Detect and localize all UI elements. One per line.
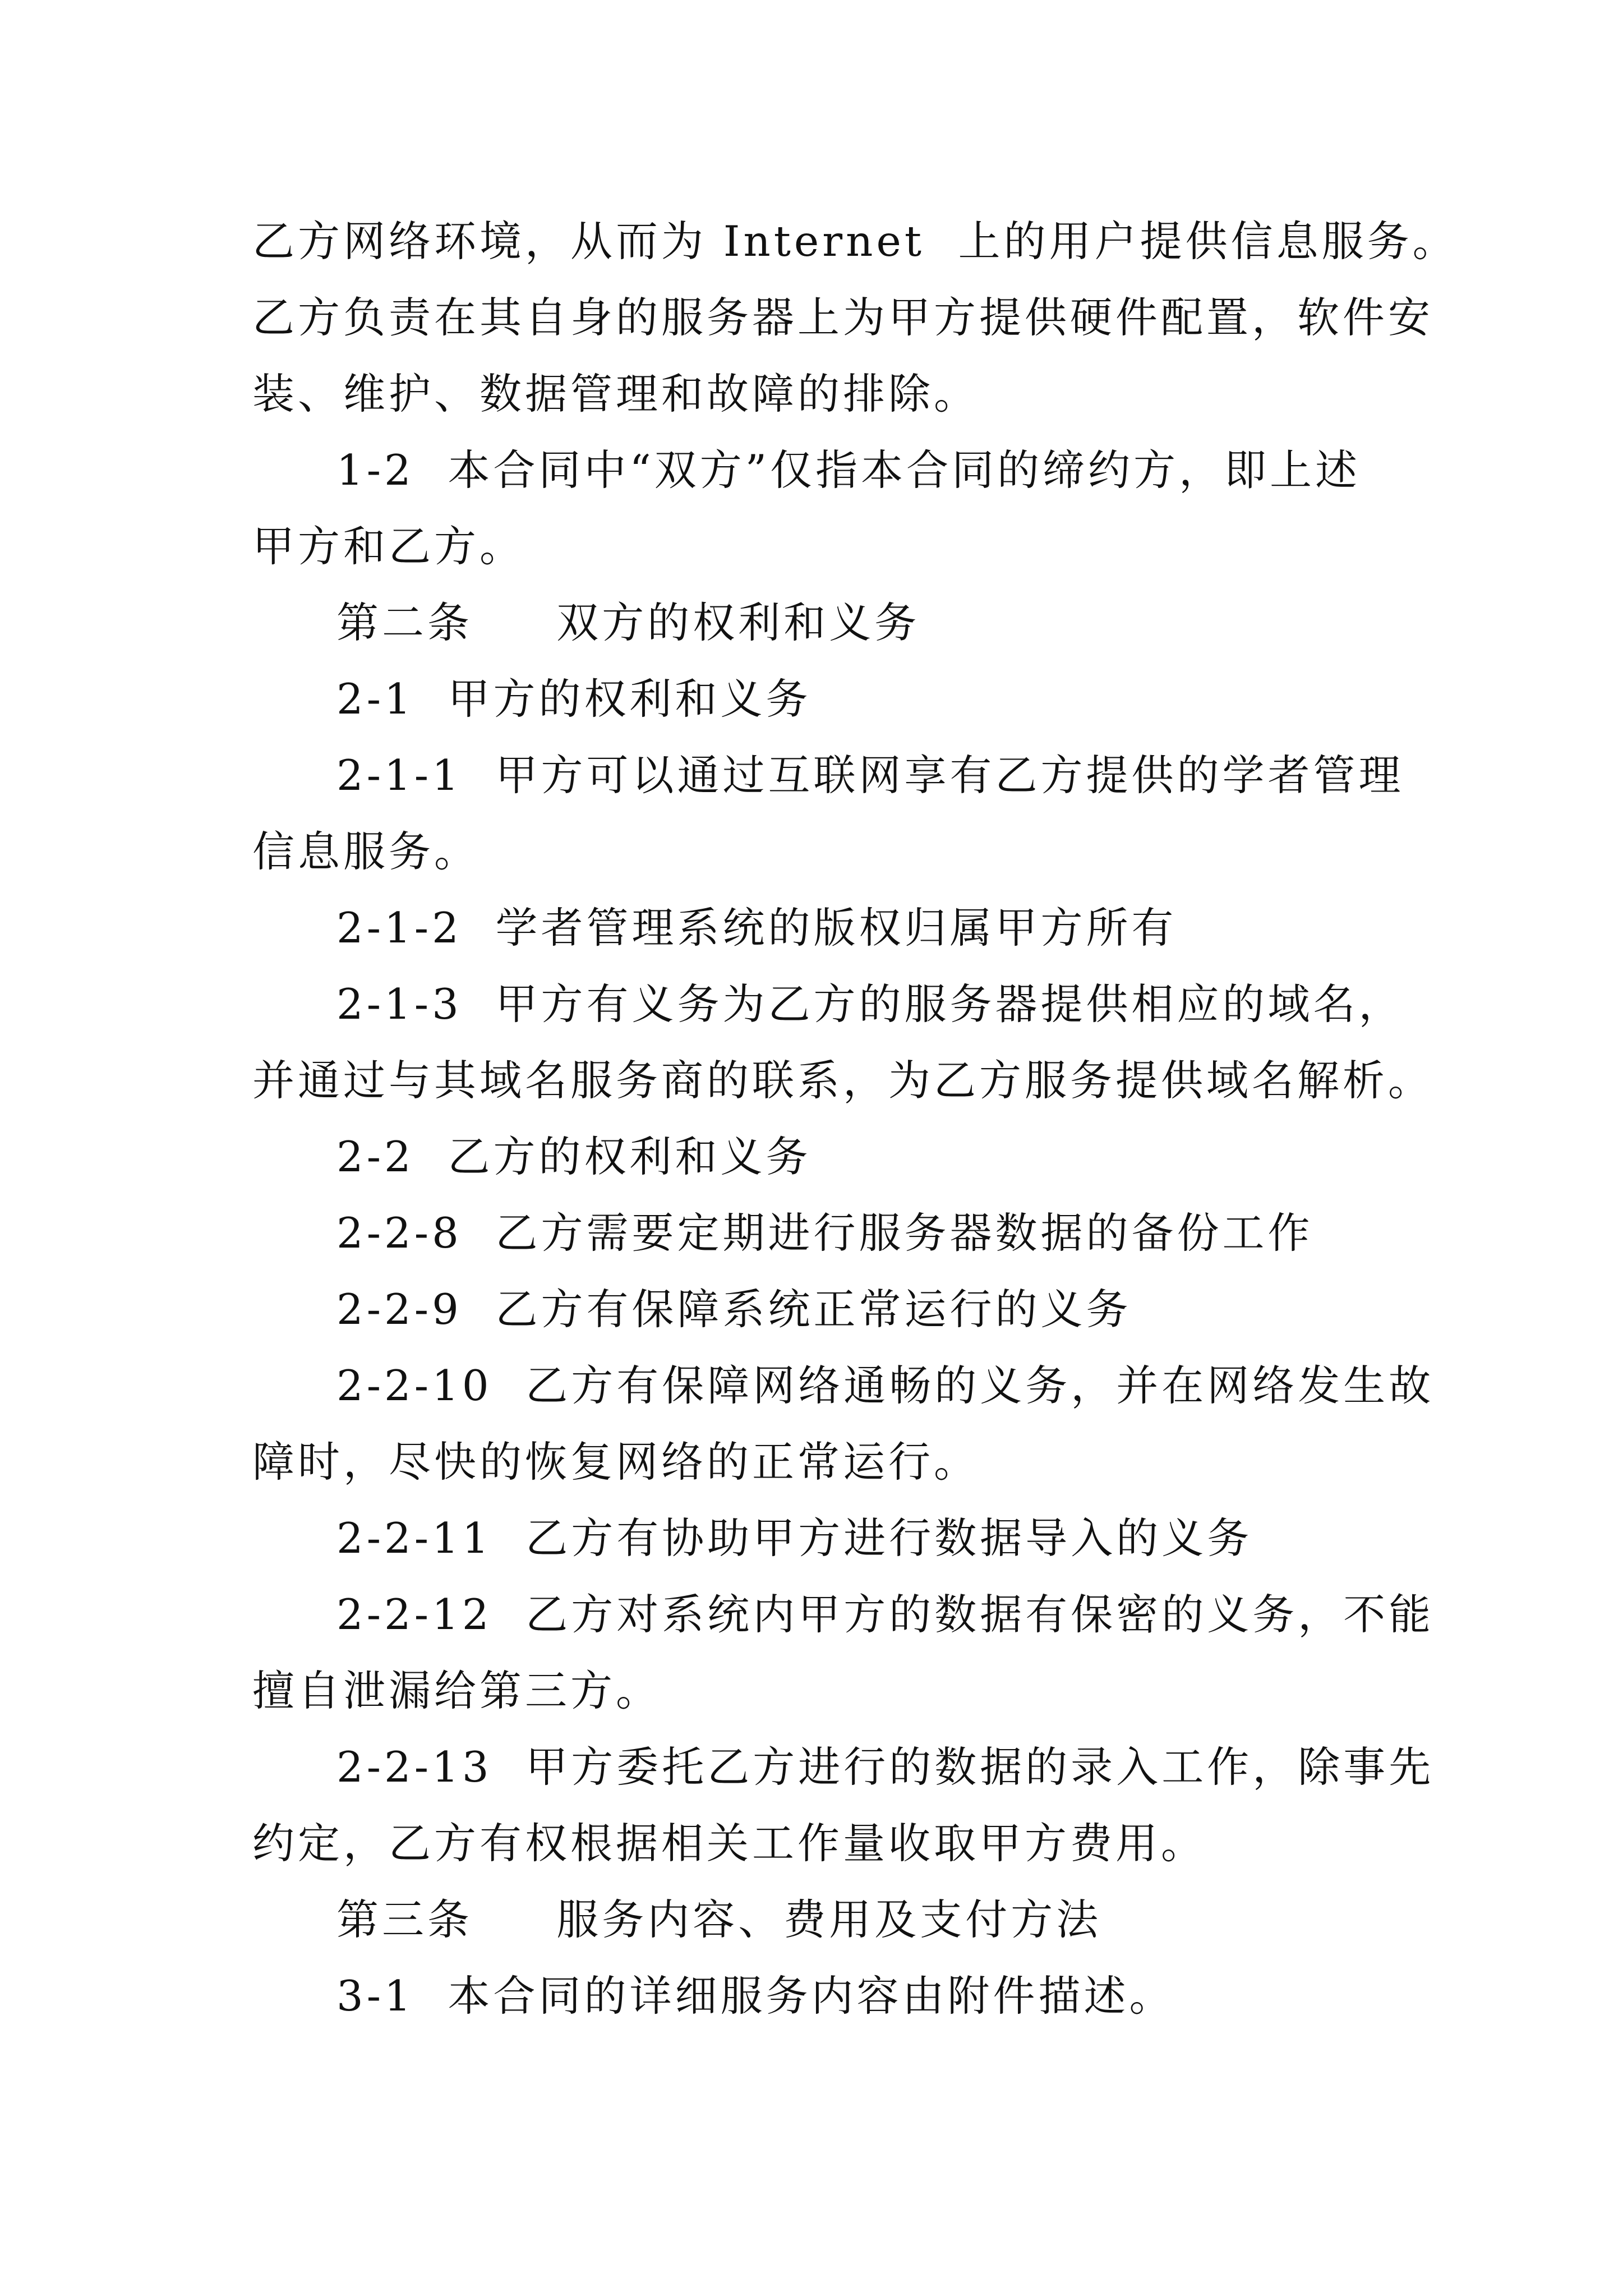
clause-2-1-1: 2-1-1 甲方可以通过互联网享有乙方提供的学者管理 <box>336 751 1404 800</box>
article-2-heading: 第二条 双方的权利和义务 <box>336 598 920 647</box>
clause-2-2-13: 2-2-13 甲方委托乙方进行的数据的录入工作，除事先 <box>336 1742 1435 1792</box>
clause-2-2-12: 2-2-12 乙方对系统内甲方的数据有保密的义务，不能 <box>336 1590 1435 1639</box>
text-line: 乙方负责在其自身的服务器上为甲方提供硬件配置，软件安 <box>252 293 1434 342</box>
clause-3-1: 3-1 本合同的详细服务内容由附件描述。 <box>336 1971 1175 2021</box>
article-3-heading: 第三条 服务内容、费用及支付方法 <box>336 1895 1102 1944</box>
clause-2-2-9: 2-2-9 乙方有保障系统正常运行的义务 <box>336 1285 1132 1334</box>
text-line: 信息服务。 <box>252 827 480 876</box>
clause-2-2: 2-2 乙方的权利和义务 <box>336 1132 811 1181</box>
text-line: 障时，尽快的恢复网络的正常运行。 <box>252 1437 980 1487</box>
clause-2-2-10: 2-2-10 乙方有保障网络通畅的义务，并在网络发生故 <box>336 1361 1435 1410</box>
clause-2-1-3: 2-1-3 甲方有义务为乙方的服务器提供相应的域名， <box>336 979 1404 1029</box>
clause-2-1-2: 2-1-2 学者管理系统的版权归属甲方所有 <box>336 903 1177 953</box>
text-line: 甲方和乙方。 <box>252 522 525 571</box>
clause-2-2-11: 2-2-11 乙方有协助甲方进行数据导入的义务 <box>336 1513 1253 1563</box>
text-line: 乙方网络环境，从而为 Internet 上的用户提供信息服务。 <box>252 217 1458 266</box>
text-line: 装、维护、数据管理和故障的排除。 <box>252 369 980 418</box>
document-body <box>252 203 1458 2034</box>
text-line: 擅自泄漏给第三方。 <box>252 1666 662 1715</box>
clause-2-2-8: 2-2-8 乙方需要定期进行服务器数据的备份工作 <box>336 1208 1313 1258</box>
text-line: 约定，乙方有权根据相关工作量收取甲方费用。 <box>252 1819 1207 1868</box>
text-line: 并通过与其域名服务商的联系，为乙方服务提供域名解析。 <box>252 1056 1434 1105</box>
clause-2-1: 2-1 甲方的权利和义务 <box>336 674 811 724</box>
clause-1-2: 1-2 本合同中“双方”仅指本合同的缔约方，即上述 <box>336 445 1361 495</box>
